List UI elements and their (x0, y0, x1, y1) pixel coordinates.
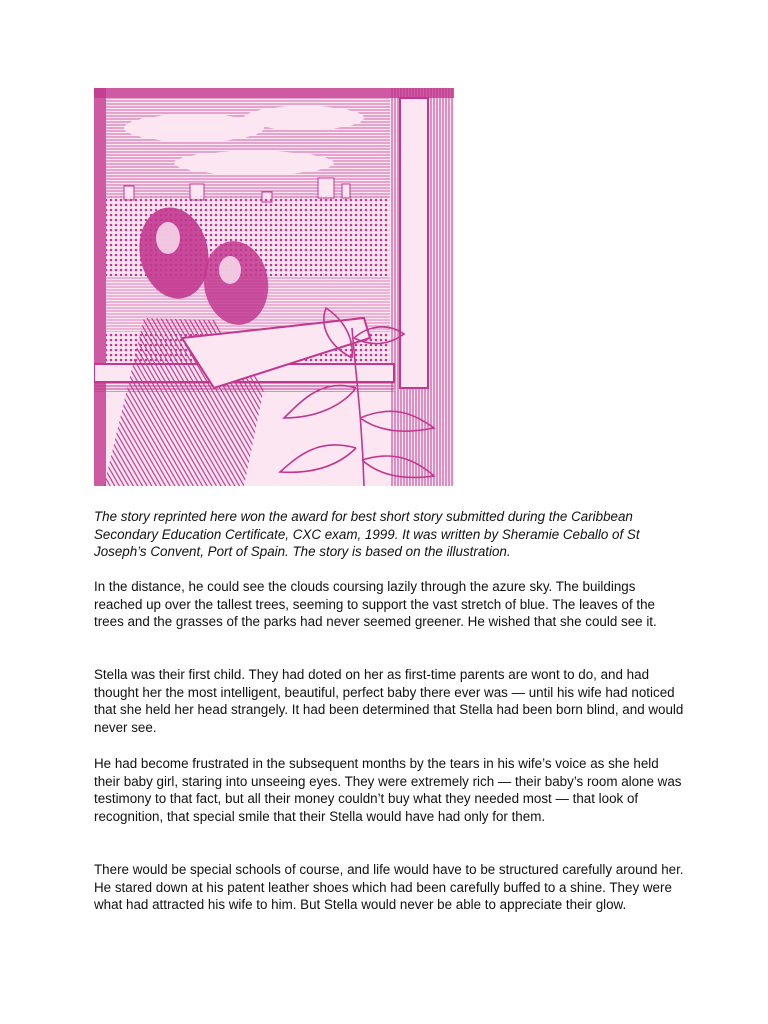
sky (106, 98, 390, 198)
story-illustration (94, 88, 454, 486)
illustration-drawing (94, 88, 454, 486)
story-paragraph: Stella was their first child. They had doted on her as first-time parents are wont to do, and had thought her the most intelligent, beautiful, perfect baby there ever was — until his wife had noticed that she held her head strangely. It had been determined that Stella had been born blind, and would never see. (94, 667, 684, 736)
story-paragraph: He had become frustrated in the subsequent months by the tears in his wife’s voice as she held their baby girl, staring into unseeing eyes. They were extremely rich — their baby’s room alone was testimony to that fact, but all their money couldn’t buy what they needed most — that look of recognition, that special smile that their Stella would have had only for them. (94, 756, 682, 825)
illustration-caption: The story reprinted here won the award for best short story submitted during the Caribbean Secondary Education Certificate, CXC exam, 1999. It was written by Sheramie Ceballo of St Joseph’s Convent, Port of Spain. The story is based on the illustration. (94, 509, 640, 560)
story-paragraph: In the distance, he could see the clouds coursing lazily through the azure sky. The buildings reached up over the tallest trees, seeming to support the vast stretch of blue. The leaves of the trees and the grasses of the parks had never seemed greener. He wished that she could see it. (94, 579, 657, 630)
story-paragraph: There would be special schools of course, and life would have to be structured carefully around her. He stared down at his patent leather shoes which had been carefully buffed to a shine. They were what had attracted his wife to him. But Stella would never be able to appreciate their glow. (94, 862, 684, 913)
